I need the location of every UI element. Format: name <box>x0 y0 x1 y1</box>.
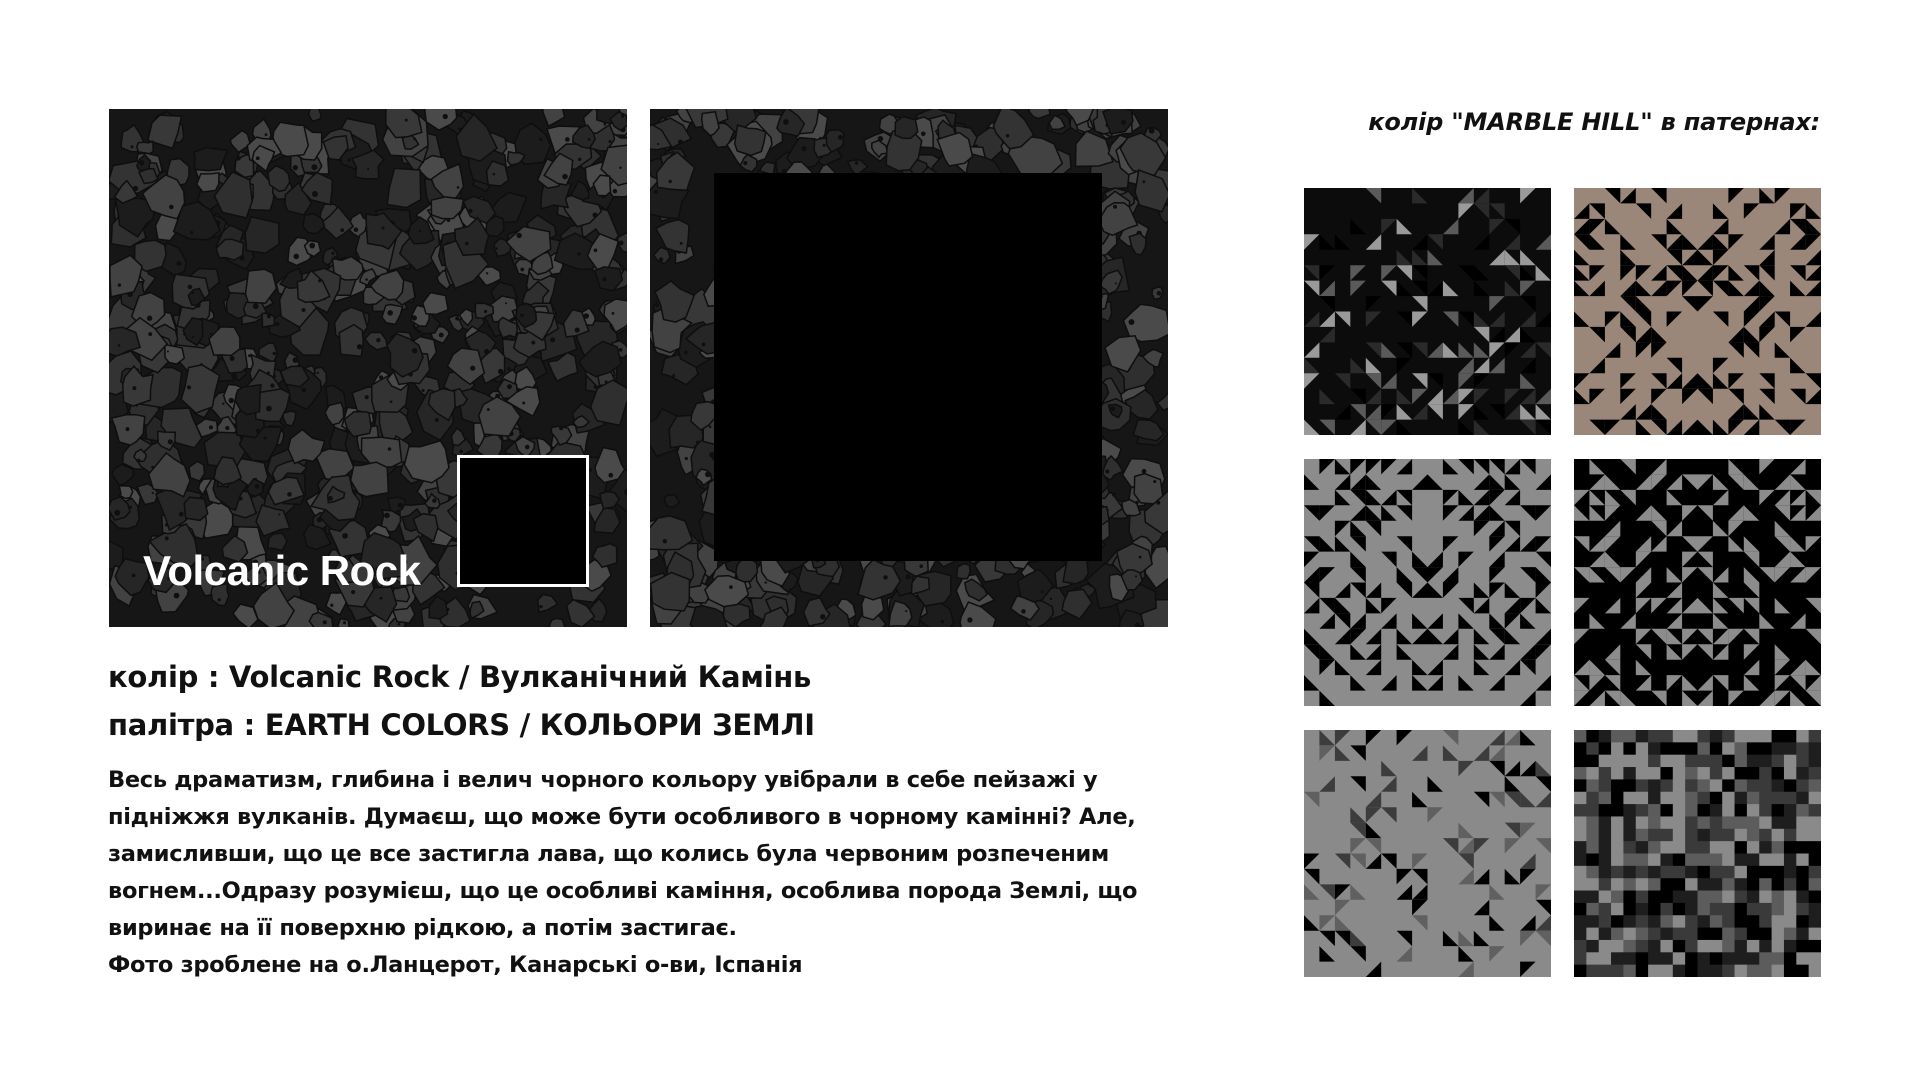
pattern-tile <box>1574 188 1821 435</box>
photo-location-line: Фото зроблене на о.Ланцерот, Канарські о-ви, Іспанія <box>108 952 803 978</box>
color-name-line: колір : Volcanic Rock / Вулканічний Камінь <box>108 660 812 694</box>
patterns-title: колір "MARBLE HILL" в патернах: <box>1368 108 1820 136</box>
description-line: замисливши, що це все застигла лава, що колись була червоним розпеченим <box>108 841 1110 867</box>
description-line: Весь драматизм, глибина і велич чорного кольору увібрали в себе пейзажі у <box>108 767 1098 793</box>
volcanic-rock-swatch-photo <box>650 109 1168 627</box>
pattern-tile <box>1304 459 1551 706</box>
volcanic-rock-photo <box>109 109 627 627</box>
pattern-tile <box>1574 459 1821 706</box>
color-swatch-large <box>714 173 1102 561</box>
pattern-graphic <box>1304 730 1551 977</box>
description-line: вогнем...Одразу розумієш, що це особливі каміння, особлива порода Землі, що <box>108 878 1138 904</box>
description-text <box>108 762 1148 984</box>
color-swatch-small <box>457 455 589 587</box>
pattern-tile <box>1304 188 1551 435</box>
pattern-graphic <box>1304 188 1551 435</box>
description-line: виринає на її поверхню рідкою, а потім застигає. <box>108 915 737 941</box>
palette-name-line: палітра : EARTH COLORS / КОЛЬОРИ ЗЕМЛІ <box>108 708 815 742</box>
description-line: підніжжя вулканів. Думаєш, що може бути особливого в чорному камінні? Але, <box>108 804 1136 830</box>
pattern-tile <box>1574 730 1821 977</box>
pattern-graphic <box>1574 459 1821 706</box>
pattern-graphic <box>1574 188 1821 435</box>
photo-label: Volcanic Rock <box>143 547 421 594</box>
pattern-graphic <box>1304 459 1551 706</box>
pattern-tile <box>1304 730 1551 977</box>
pattern-graphic <box>1574 730 1821 977</box>
